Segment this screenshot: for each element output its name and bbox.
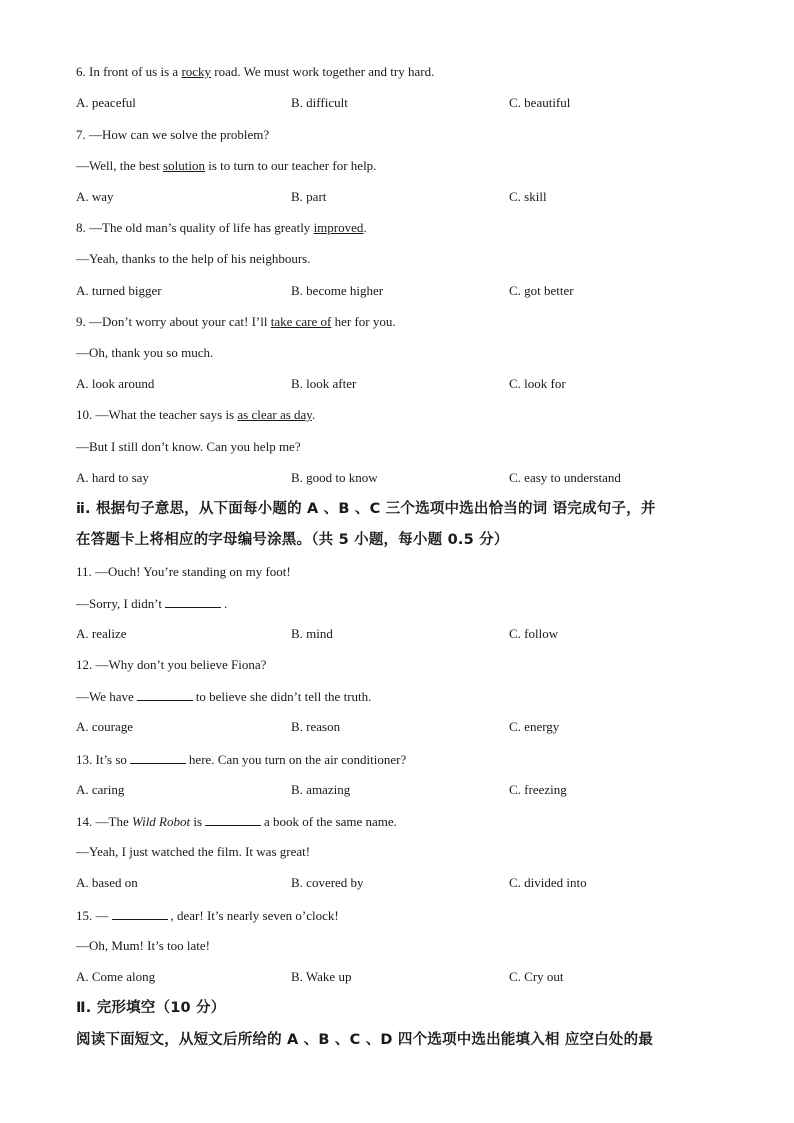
stem-text: road. We must work together and try hard. [211, 64, 435, 79]
stem-text: . [311, 407, 316, 422]
question-12-stem: 12. —Why don’t you believe Fiona? [76, 657, 267, 672]
section-ii-instructions-line-1: ⅱ. 根据句子意思，从下面每小题的 A 、B 、C 三个选项中选出恰当的词 语完成句子，并 [76, 501, 656, 517]
stem-text: 8. —The old man’s quality of life has greatly [76, 220, 314, 235]
underlined-word: solution [163, 158, 205, 173]
stem-text: her for you. [331, 314, 396, 329]
question-9-options [76, 376, 716, 392]
question-14-options [76, 875, 716, 891]
option-c[interactable]: C. beautiful [509, 95, 571, 110]
stem-text: is to turn to our teacher for help. [204, 158, 377, 173]
underlined-word: rocky [181, 64, 212, 79]
question-9-reply: —Oh, thank you so much. [76, 345, 214, 360]
section-ii-instructions-line-2: 在答题卡上将相应的字母编号涂黑。（共 5 小题，每小题 0.5 分） [76, 532, 509, 548]
answer-blank[interactable] [112, 907, 168, 920]
question-7-stem: 7. —How can we solve the problem? [76, 127, 270, 142]
stem-text: 15. — [76, 908, 109, 923]
question-6-options [76, 95, 716, 111]
stem-text: is [190, 814, 203, 829]
stem-text: 14. —The [76, 814, 132, 829]
answer-blank[interactable] [137, 688, 193, 701]
option-c[interactable]: C. divided into [509, 875, 587, 890]
option-a[interactable]: A. look around [76, 376, 155, 391]
question-13-stem [76, 751, 406, 768]
option-b[interactable]: B. part [291, 189, 327, 204]
option-a[interactable]: A. hard to say [76, 470, 149, 485]
cloze-section-title: Ⅱ. 完形填空（10 分） [76, 1000, 226, 1016]
stem-text: 10. —What the teacher says is [76, 407, 238, 422]
answer-blank[interactable] [165, 595, 221, 608]
question-10-reply: —But I still don’t know. Can you help me? [76, 439, 301, 454]
question-7-options [76, 189, 716, 205]
question-15-reply: —Oh, Mum! It’s too late! [76, 938, 210, 953]
question-12-options [76, 719, 716, 735]
option-b[interactable]: B. amazing [291, 782, 351, 797]
option-c[interactable]: C. skill [509, 189, 547, 204]
question-13-options [76, 782, 716, 798]
film-title: Wild Robot [131, 814, 191, 829]
question-10-options [76, 470, 716, 486]
option-a[interactable]: A. turned bigger [76, 283, 162, 298]
question-8-options [76, 283, 716, 299]
question-11-options [76, 626, 716, 642]
option-a[interactable]: A. Come along [76, 969, 156, 984]
question-15-options [76, 969, 716, 985]
option-c[interactable]: C. Cry out [509, 969, 564, 984]
stem-text: —Well, the best [76, 158, 164, 173]
question-9-stem [76, 314, 396, 330]
question-15-stem [76, 907, 339, 924]
question-10-stem [76, 407, 315, 423]
stem-text: —We have [76, 689, 134, 704]
stem-text: , dear! It’s nearly seven o’clock! [170, 908, 339, 923]
question-14-stem [76, 813, 397, 830]
option-a[interactable]: A. caring [76, 782, 125, 797]
stem-text: . [223, 596, 228, 611]
stem-text: 6. In front of us is a [76, 64, 182, 79]
question-8-stem [76, 220, 367, 236]
stem-text: here. Can you turn on the air conditioner? [188, 752, 407, 767]
option-c[interactable]: C. look for [509, 376, 566, 391]
underlined-word: as clear as day [237, 407, 312, 422]
answer-blank[interactable] [130, 751, 186, 764]
option-a[interactable]: A. courage [76, 719, 134, 734]
option-b[interactable]: B. difficult [291, 95, 348, 110]
underlined-word: take care of [270, 314, 332, 329]
question-7-reply [76, 158, 376, 174]
stem-text: a book of the same name. [264, 814, 397, 829]
option-b[interactable]: B. become higher [291, 283, 384, 298]
option-b[interactable]: B. Wake up [291, 969, 352, 984]
option-b[interactable]: B. look after [291, 376, 357, 391]
stem-text: to believe she didn’t tell the truth. [195, 689, 372, 704]
question-11-stem: 11. —Ouch! You’re standing on my foot! [76, 564, 291, 579]
stem-text: . [363, 220, 367, 235]
option-a[interactable]: A. peaceful [76, 95, 136, 110]
stem-text: 9. —Don’t worry about your cat! I’ll [76, 314, 271, 329]
question-6-stem [76, 64, 434, 80]
option-c[interactable]: C. energy [509, 719, 560, 734]
option-b[interactable]: B. covered by [291, 875, 364, 890]
underlined-word: improved [313, 220, 364, 235]
option-a[interactable]: A. realize [76, 626, 127, 641]
question-11-reply [76, 595, 227, 612]
option-b[interactable]: B. mind [291, 626, 333, 641]
option-c[interactable]: C. freezing [509, 782, 567, 797]
option-c[interactable]: C. easy to understand [509, 470, 621, 485]
question-12-reply [76, 688, 371, 705]
cloze-instructions: 阅读下面短文，从短文后所给的 A 、B 、C 、D 四个选项中选出能填入相 应空白处的最 [76, 1032, 654, 1048]
answer-blank[interactable] [205, 813, 261, 826]
question-14-reply: —Yeah, I just watched the film. It was great! [76, 844, 311, 859]
option-b[interactable]: B. reason [291, 719, 341, 734]
option-a[interactable]: A. way [76, 189, 114, 204]
option-a[interactable]: A. based on [76, 875, 138, 890]
stem-text: —Sorry, I didn’t [76, 596, 162, 611]
question-8-reply: —Yeah, thanks to the help of his neighbours. [76, 251, 311, 266]
option-c[interactable]: C. got better [509, 283, 574, 298]
option-b[interactable]: B. good to know [291, 470, 378, 485]
stem-text: 13. It’s so [76, 752, 127, 767]
option-c[interactable]: C. follow [509, 626, 559, 641]
